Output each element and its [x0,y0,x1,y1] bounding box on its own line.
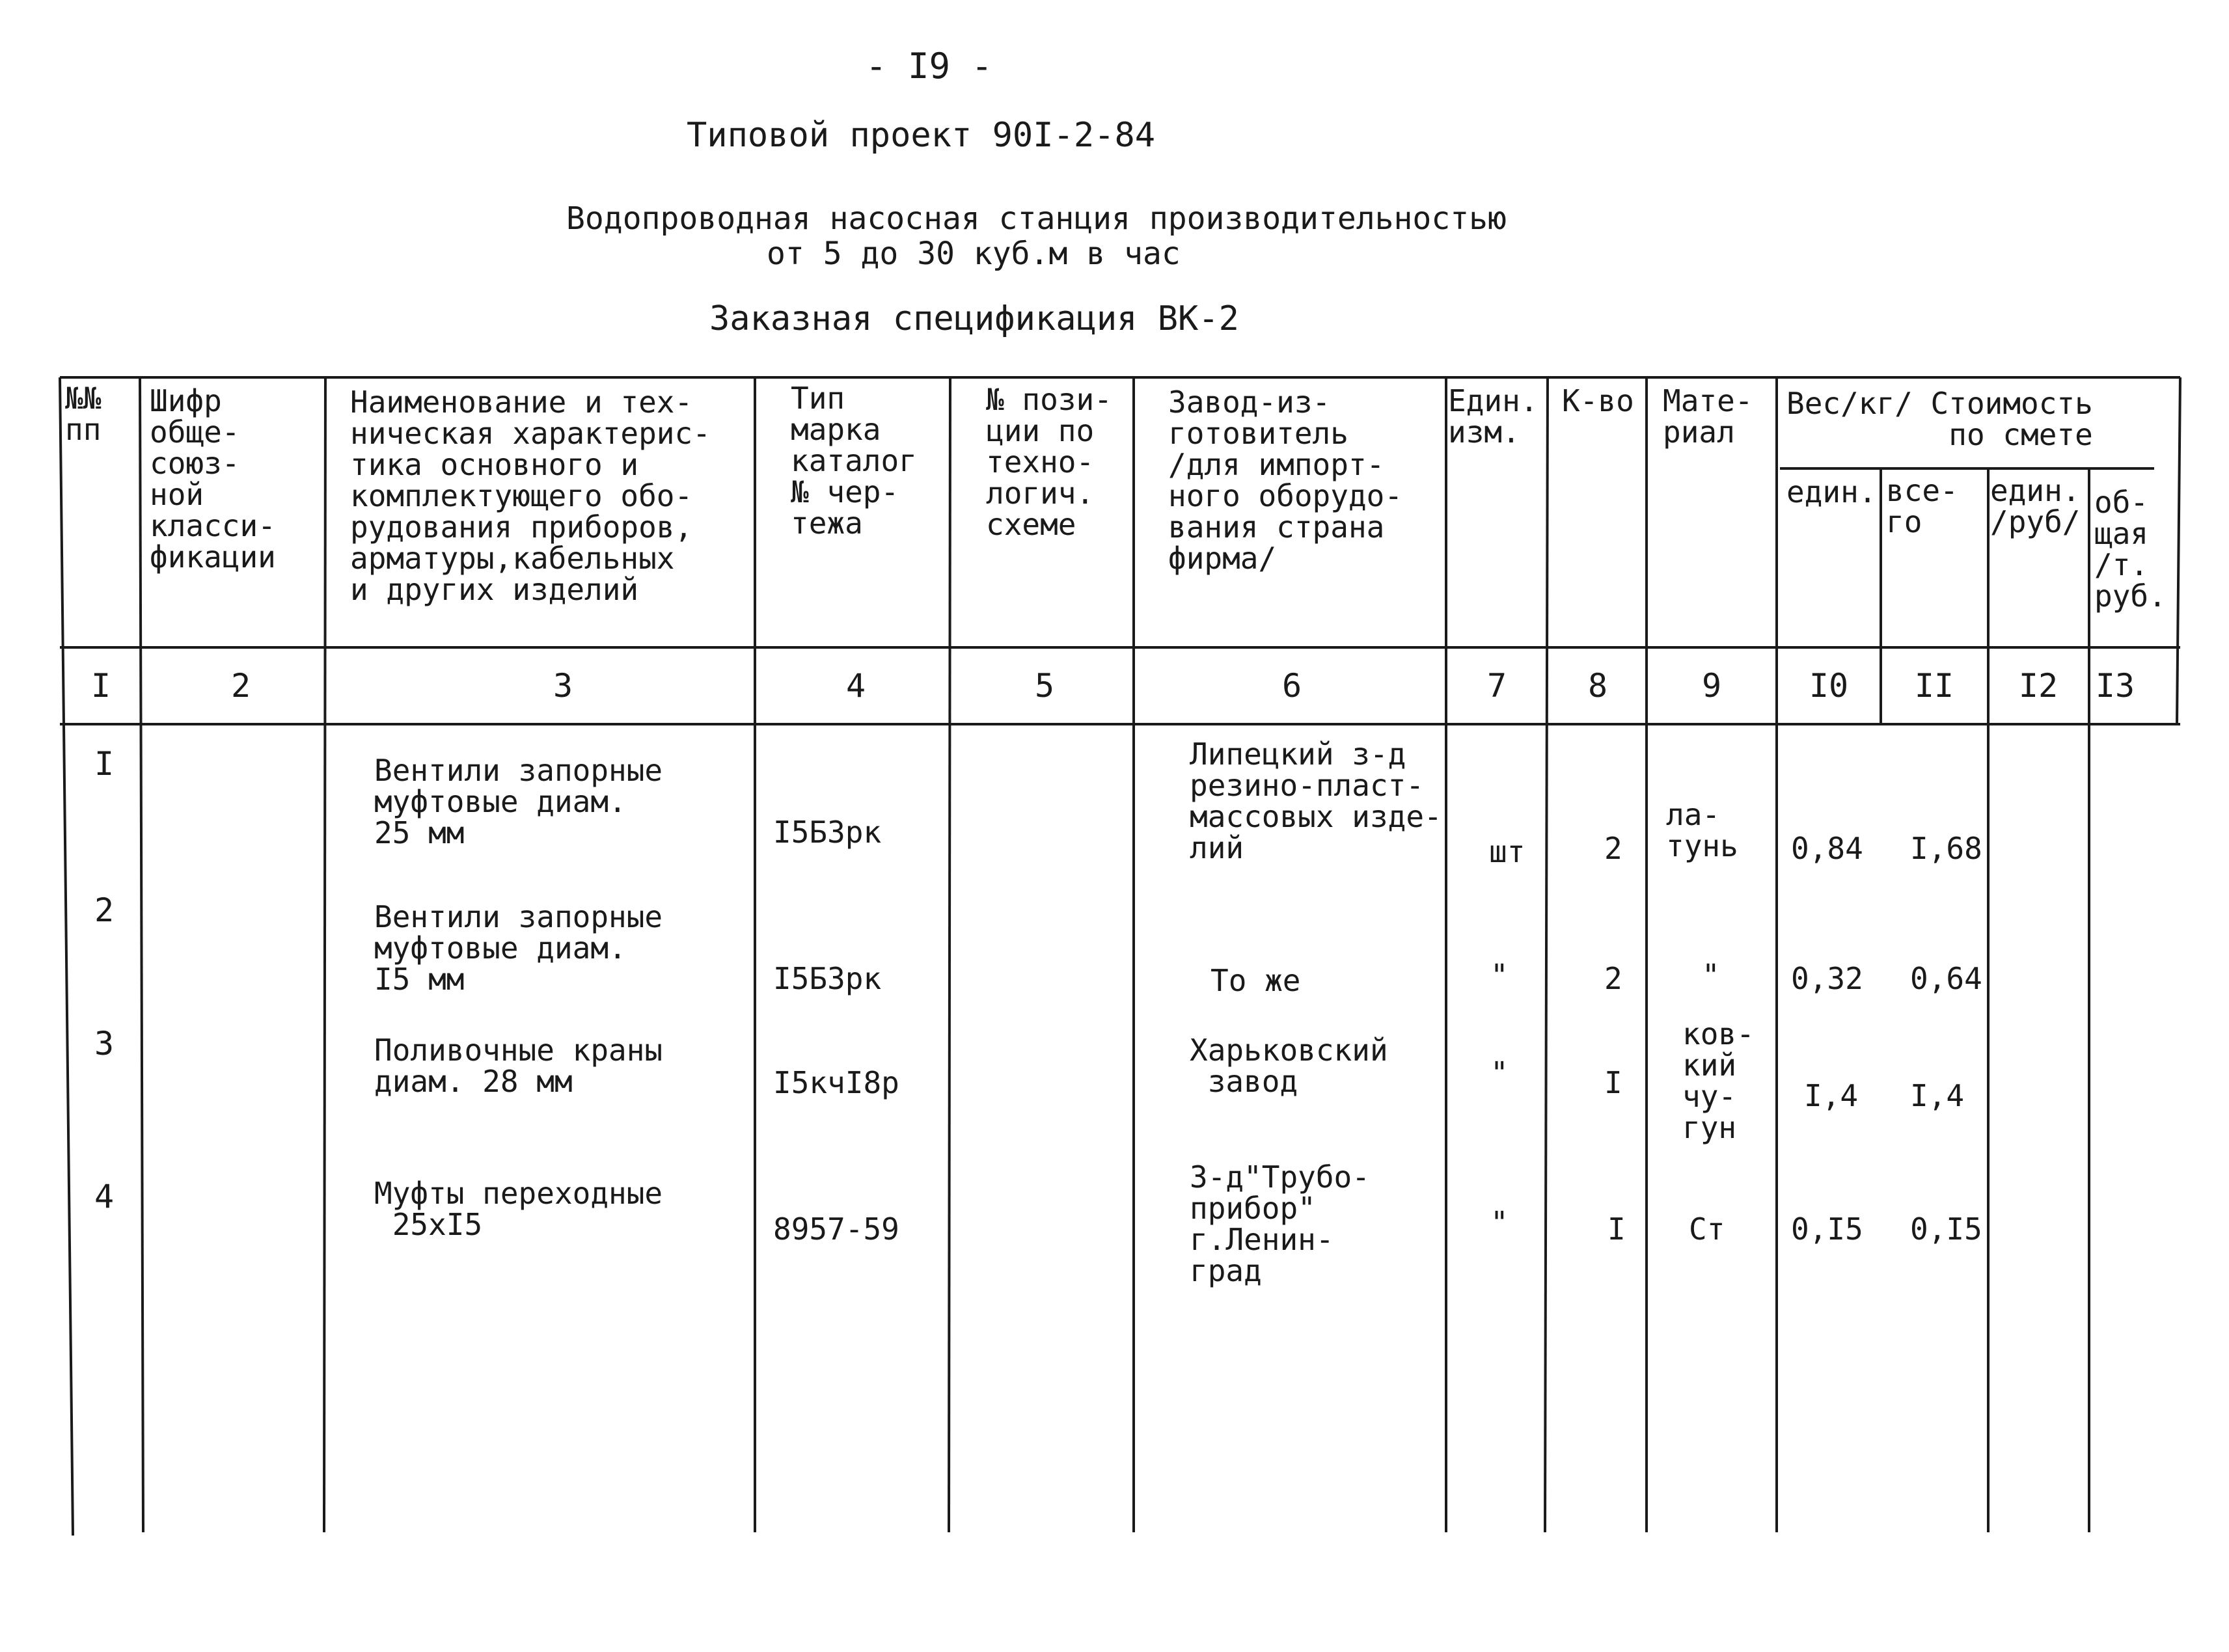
header-material: Мате- риал [1663,383,1753,450]
column-number: 8 [1587,667,1608,705]
column-number: 2 [230,667,251,705]
header-classification-code: Шифр обще- союз- ной класси- фикации [150,383,276,575]
header-weight-cost: Вес/кг/ Стоимость по смете [1786,386,2093,452]
header-manufacturer: Завод-из- готовитель /для импорт- ного оборудо- вания страна фирма/ [1168,385,1403,576]
row-unit: " [1490,1055,1509,1090]
header-row-number: №№ пп [65,381,102,447]
row-number: 4 [94,1178,115,1215]
row-number: I [94,745,115,783]
row-quantity: 2 [1604,961,1622,996]
row-manufacturer: З-д"Трубо- прибор" г.Ленин- град [1190,1159,1370,1288]
row-item-name: Поливочные краны диам. 28 мм [374,1033,663,1099]
row-material: ков- кий чу- гун [1682,1016,1755,1145]
row-unit-weight: 0,32 [1791,961,1863,996]
column-number: 7 [1486,667,1507,705]
row-total-weight: I,68 [1910,831,1982,866]
column-number: 4 [845,667,866,705]
project-code: Типовой проект 90I-2-84 [687,116,1156,155]
row-type: I5Б3рк [773,815,882,850]
row-unit-weight: 0,84 [1791,831,1863,866]
specification-title: Заказная спецификация ВК-2 [709,299,1239,338]
header-position-number: № пози- ции по техно- логич. схеме [986,382,1112,542]
row-manufacturer: Харьковский завод [1190,1033,1388,1099]
header-item-name: Наименование и тех- ническая характерис- тика основного и комплектующего обо- рудования приборов, арматуры,кабельных и других изделий [350,385,711,607]
header-quantity: К-во [1562,383,1634,418]
column-number: I3 [2095,667,2135,705]
row-item-name: Вентили запорные муфтовые диам. 25 мм [374,753,663,850]
column-number: II [1914,667,1954,705]
row-unit: " [1490,958,1509,993]
row-item-name: Вентили запорные муфтовые диам. I5 мм [374,899,663,997]
column-number: I0 [1809,667,1849,705]
row-quantity: 2 [1604,831,1622,866]
document-title-line1: Водопроводная насосная станция производительностью [566,200,1507,237]
header-unit: Един. изм. [1448,383,1538,450]
column-number: 9 [1701,667,1722,705]
row-type: I5Б3рк [773,961,882,996]
row-material: Ст [1689,1212,1725,1247]
column-number: I2 [2018,667,2058,705]
row-item-name: Муфты переходные 25хI5 [374,1176,663,1242]
row-type: 8957-59 [773,1212,899,1247]
header-unit-cost: един. /руб/ [1990,473,2081,539]
header-type-catalog: Тип марка каталог № чер- тежа [791,381,917,541]
row-unit: шт [1489,834,1525,869]
row-total-weight: I,4 [1910,1078,1965,1113]
row-unit: " [1490,1205,1509,1240]
column-number: I [90,667,111,705]
page-number: - I9 - [866,46,993,87]
header-unit-weight: един. [1786,474,1877,509]
document-title-line2: от 5 до 30 куб.м в час [767,236,1181,272]
column-number: 5 [1034,667,1055,705]
row-number: 3 [94,1025,115,1063]
row-unit-weight: 0,I5 [1791,1212,1863,1247]
column-number: 6 [1281,667,1302,705]
column-number: 3 [553,667,573,705]
row-manufacturer: То же [1210,963,1301,998]
header-total-cost: об- щая /т. руб. [2094,485,2167,614]
row-total-weight: 0,64 [1910,961,1982,996]
row-quantity: I [1607,1212,1626,1247]
row-number: 2 [94,891,115,929]
row-unit-weight: I,4 [1804,1078,1859,1113]
row-quantity: I [1604,1065,1622,1100]
row-material: ла- тунь [1666,797,1738,863]
row-manufacturer: Липецкий з-д резино-пласт- массовых изде- лий [1190,737,1442,865]
header-total-weight: все- го [1886,473,1958,539]
row-type: I5кчI8р [773,1065,899,1100]
row-total-weight: 0,I5 [1910,1212,1982,1247]
row-material: " [1702,958,1720,993]
